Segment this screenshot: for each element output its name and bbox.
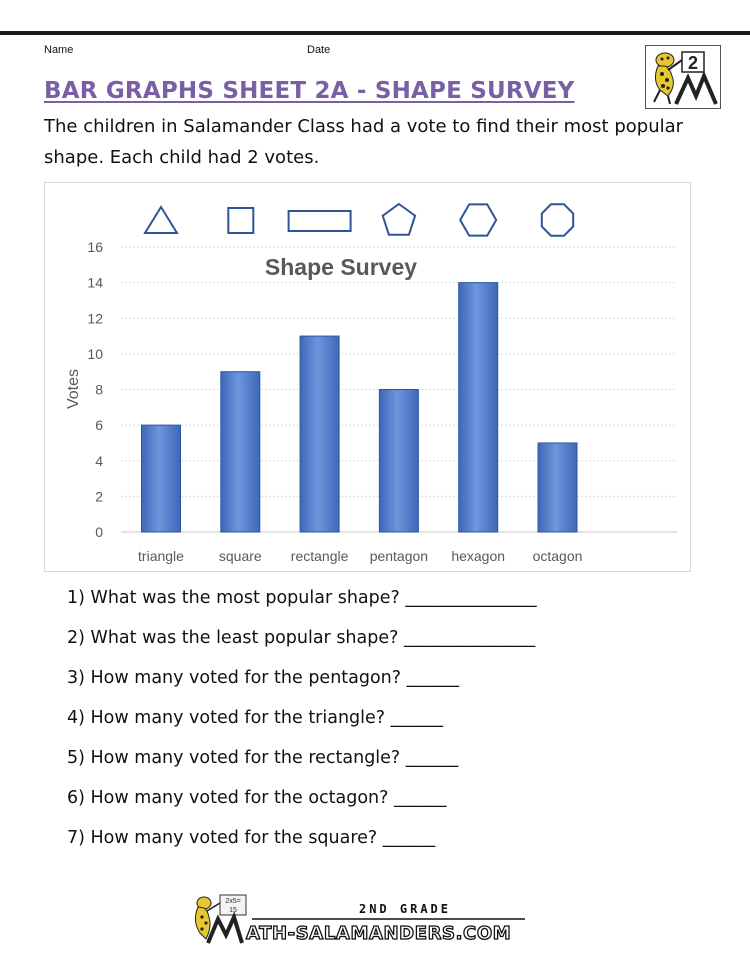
question-1: 1) What was the most popular shape? _______________ bbox=[67, 588, 537, 608]
y-tick-label: 14 bbox=[87, 274, 103, 291]
bar-pentagon bbox=[379, 390, 418, 533]
y-tick-label: 6 bbox=[95, 417, 103, 434]
bar-octagon bbox=[538, 443, 577, 532]
y-tick-label: 12 bbox=[87, 310, 103, 327]
question-4: 4) How many voted for the triangle? ______ bbox=[67, 708, 444, 728]
x-tick-label: triangle bbox=[138, 548, 184, 564]
bar-chart-svg bbox=[45, 183, 690, 571]
y-tick-label: 16 bbox=[87, 239, 103, 255]
x-tick-label: pentagon bbox=[369, 548, 429, 564]
date-label: Date bbox=[307, 44, 331, 56]
y-axis-label: Votes bbox=[65, 368, 82, 410]
question-7: 7) How many voted for the square? ______ bbox=[67, 828, 436, 848]
intro-text bbox=[44, 111, 704, 173]
question-3: 3) How many voted for the pentagon? ______ bbox=[67, 668, 460, 688]
triangle-icon bbox=[145, 207, 177, 233]
intro-line-2: shape. Each child had 2 votes. bbox=[44, 147, 320, 168]
chart-bars bbox=[142, 283, 578, 532]
bar-square bbox=[221, 372, 260, 532]
hexagon-icon bbox=[460, 204, 496, 235]
octagon-icon bbox=[542, 204, 573, 235]
salamander-logo-icon bbox=[646, 46, 720, 108]
footer-badge-line1: 2x5= bbox=[225, 898, 241, 905]
y-tick-label: 2 bbox=[95, 488, 103, 505]
footer-logo bbox=[190, 893, 535, 945]
x-tick-label: hexagon bbox=[451, 548, 506, 564]
y-tick-label: 8 bbox=[95, 381, 103, 398]
chart-title: Shape Survey bbox=[264, 254, 418, 280]
question-2: 2) What was the least popular shape? _______________ bbox=[67, 628, 536, 648]
footer-badge-line2: 15 bbox=[229, 907, 237, 914]
bar-chart bbox=[44, 182, 691, 572]
question-6: 6) How many voted for the octagon? ______ bbox=[67, 788, 447, 808]
y-tick-label: 4 bbox=[95, 452, 103, 469]
name-label: Name bbox=[44, 44, 74, 56]
bar-triangle bbox=[142, 425, 181, 532]
grade-logo bbox=[645, 45, 721, 109]
square-icon bbox=[228, 208, 253, 233]
footer-grade-text: 2ND GRADE bbox=[358, 902, 452, 916]
rectangle-icon bbox=[289, 211, 351, 231]
y-tick-label: 0 bbox=[95, 524, 103, 540]
pentagon-icon bbox=[383, 204, 415, 235]
logo-grade-number: 2 bbox=[687, 53, 699, 73]
question-5: 5) How many voted for the rectangle? ______ bbox=[67, 748, 459, 768]
shape-icons bbox=[145, 204, 573, 236]
x-tick-label: rectangle bbox=[290, 548, 349, 564]
bar-hexagon bbox=[459, 283, 498, 532]
math-salamanders-logo-icon bbox=[190, 893, 535, 945]
intro-line-1: The children in Salamander Class had a vote to find their most popular bbox=[44, 116, 684, 137]
footer-site-text: ATH-SALAMANDERS.COM bbox=[246, 923, 512, 944]
worksheet-title: BAR GRAPHS SHEET 2A - SHAPE SURVEY bbox=[44, 78, 575, 104]
y-tick-label: 10 bbox=[87, 345, 103, 362]
bar-rectangle bbox=[300, 336, 339, 532]
x-tick-label: octagon bbox=[532, 548, 583, 564]
top-rule bbox=[0, 31, 750, 35]
x-tick-label: square bbox=[218, 548, 262, 564]
